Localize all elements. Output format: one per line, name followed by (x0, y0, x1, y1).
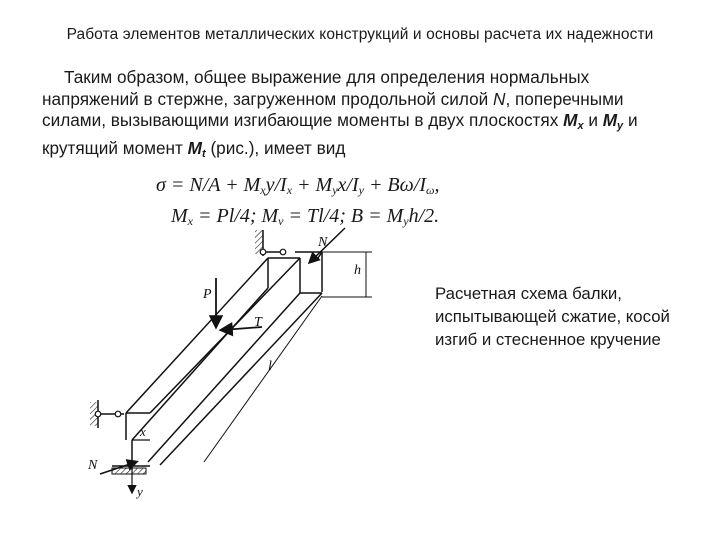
N-bottom-label: N (88, 458, 98, 473)
f2-part: M (171, 205, 188, 227)
mt-main: M (187, 137, 202, 158)
beam-body (126, 252, 322, 470)
f2-part: h/2. (408, 205, 440, 227)
force-symbol: N (493, 88, 506, 109)
l-label: l (268, 359, 272, 374)
f2-sub: v (278, 214, 284, 228)
dimension-h (322, 252, 372, 297)
figure-caption: Расчетная схема балки, испытывающей сжатие, косой изгиб и стесненное кручение (435, 284, 670, 349)
f1-part: σ = N/A + M (156, 174, 261, 196)
slide-title: Работа элементов металлических конструкций и основы расчета их надежности (66, 26, 654, 43)
my-subscript: y (617, 120, 624, 132)
coordinate-axes (132, 424, 150, 499)
text-part-2: , поперечными силами, вызывающими изгибающие моменты в двух плоскостях (42, 88, 624, 130)
and-word: и (583, 110, 603, 130)
text-part-3: и крутящий момент (42, 110, 638, 158)
f2-part: = Pl/4; M (193, 205, 279, 227)
mx-main: M (563, 110, 578, 130)
bottom-support (90, 400, 124, 428)
f1-sub: ω (426, 183, 435, 197)
f1-part: + Bω/I (363, 174, 426, 196)
f1-sub: x (286, 183, 293, 197)
N-top-label: N (318, 235, 328, 250)
f1-part: x/I (337, 174, 359, 196)
h-label: h (354, 263, 361, 278)
f1-sub: y (332, 183, 338, 197)
P-label: P (203, 287, 212, 302)
mx-subscript: x (577, 120, 584, 132)
bottom-end-plate (112, 466, 150, 474)
my-main: M (602, 110, 618, 130)
f2-sub: x (187, 214, 193, 228)
load-P (202, 278, 216, 326)
mt-subscript: t (202, 147, 206, 160)
top-axial-force (310, 228, 345, 262)
text-part-1: Таким образом, общее выражение для определения нормальных напряжений в стержне, загруженном продольной силой (42, 67, 590, 109)
y-label: y (137, 484, 143, 499)
f1-part: y/I (265, 174, 287, 196)
f1-part: , (434, 174, 440, 196)
f1-sub: y (358, 183, 364, 197)
x-label: x (140, 424, 146, 439)
f1-sub: x (260, 183, 266, 197)
f2-sub: y (403, 214, 409, 228)
f2-part: = Tl/4; B = M (283, 205, 404, 227)
T-label: T (254, 315, 262, 330)
text-part-4: (рис.), имеет вид (205, 137, 346, 158)
f1-part: + M (292, 174, 333, 196)
top-support (255, 230, 286, 256)
